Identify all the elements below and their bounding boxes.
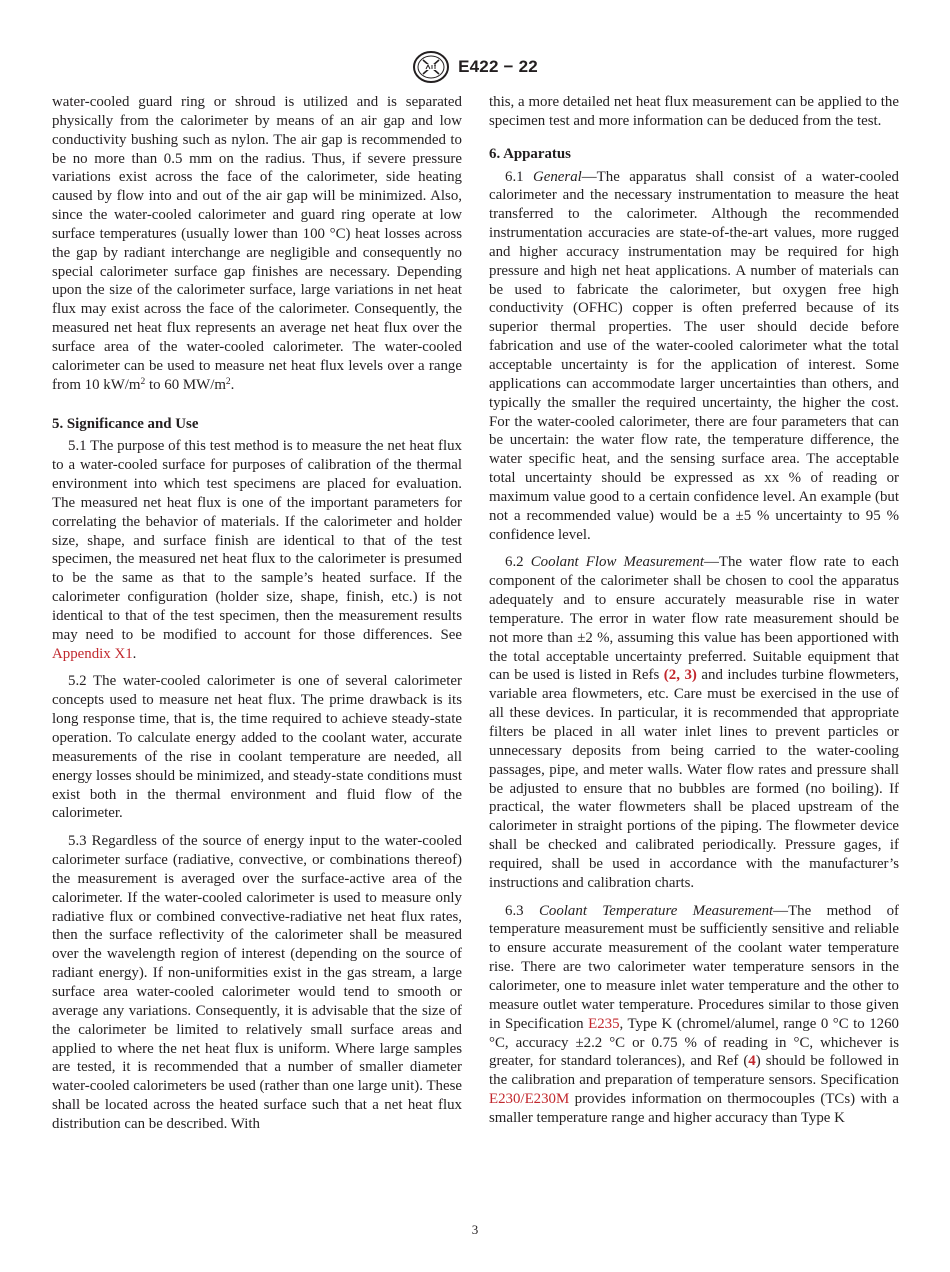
paragraph-continuation: water-cooled guard ring or shroud is utilized and is separated physically from the calorimeter by means of an air gap and low conductivity bushing such as nylon. The air gap is recommended to be no more than 0.5 mm on the radius. Thus, if severe pressure variations exist across the face of the calorimeter, side heating caused by flow into and out of the air gap will be minimized. Also, since the water-cooled calorimeter and guard ring operate at low surface temperatures (usually lower than 100 °C) heat losses across the gap by radiant interchange are negligible and consequently no special calorimeter surface gap finishes are necessary. Depending upon the size of the calorimeter surface, large variations in net heat flux may exist across the face of the calorimeter. Consequently, the measured net heat flux represents an average net heat flux over the surface area of the water-cooled calorimeter. The water-cooled calorimeter can be used to measure net heat flux levels over a range from 10 $kW/m^2$ to 60 $MW/m^2$. (52, 94, 462, 393)
page-number: 3 (471, 1222, 479, 1237)
e235-link[interactable]: E235 (588, 1015, 620, 1032)
section-5-heading: 5. Significance and Use (52, 415, 199, 432)
section-6-heading: 6. Apparatus (489, 145, 571, 162)
paragraph-5-3-continuation: this, a more detailed net heat flux measurement can be applied to the specimen test and more information can be deduced from the test. (489, 94, 899, 129)
appendix-x1-link[interactable]: Appendix X1 (52, 645, 133, 662)
standard-designation: E422 − 22 (458, 57, 538, 76)
paragraph-6-3: 6.3 Coolant Temperature Measurement—The method of temperature measurement must be sufficiently sensitive and reliable to ensure accurate measurement of the coolant water temperature rise. There are two calorimeter water temperature sensors in the calorimeter, one to measure inlet water temperature and the other to measure outlet water temperature. Procedures similar to those given in Specification E235, Type K (chromel/alumel, range 0 °C to 1260 °C, accuracy ±2.2 °C or 0.75 % of reading in °C, whichever is greater, for standard tolerances), and Ref (4) should be followed in the calibration and preparation of temperature sensors. Specification E230/E230M provides information on thermocouples (TCs) with a smaller temperature range and higher accuracy than Type K (489, 902, 900, 1126)
page-header (0, 50, 950, 84)
paragraph-5-1: 5.1 The purpose of this test method is to measure the net heat flux to a water-cooled surface for purposes of calibration of the thermal environment into which test specimens are placed for evaluation. The measured net heat flux is one of the important parameters for correlating the behavior of materials. If the calorimeter and holder size, shape, and surface finish are identical to that of the test specimen, the measured net heat flux to the calorimeter is presumed to be the same as that to the sample’s heated surface. If the calorimeter configuration (holder size, shape, finish, etc.) is not identical to that of the test specimen, then the measurement results may need to be modified to account for those differences. See Appendix X1. (52, 438, 462, 662)
left-column (52, 93, 462, 1134)
astm-logo-icon (412, 50, 450, 84)
paragraph-6-2: 6.2 Coolant Flow Measurement—The water flow rate to each component of the calorimeter shall be chosen to cool the apparatus adequately and to ensure accurately measurable rise in water temperature. The error in water flow rate measurement should be not more than ±2 %, assuming this value has been apportioned with the total acceptable uncertainty preferred. Suitable equipment that can be used is listed in Refs (2, 3) and includes turbine flowmeters, variable area flowmeters, etc. Care must be exercised in the use of all these devices. In particular, it is recommended that appropriate filters be placed in all water inlet lines to prevent particles or unnecessary deposits from being carried to the water-cooling passages, pipe, and meter walls. Water flow rates and pressure shall be adjusted to ensure that no bubbles are formed (no boiling). If practical, the water flowmeters shall be placed upstream of the calorimeter in straight portions of the piping. The flowmeter device shall be checked and calibrated periodically. Pressure gages, if required, shall be used in accordance with the manufacturer’s instructions and calibration charts. (489, 554, 899, 891)
e230-link[interactable]: E230/E230M (489, 1091, 570, 1108)
right-column (489, 93, 899, 1128)
ref-4-link[interactable]: 4 (748, 1053, 756, 1070)
paragraph-5-2: 5.2 The water-cooled calorimeter is one of several calorimeter concepts used to measure net heat flux. The prime drawback is its long response time, that is, the time required to achieve steady-state operation. To calculate energy added to the coolant water, accurate measurements of the rise in coolant temperature are needed, all energy losses should be minimized, and steady-state conditions must exist both in the thermal environment and fluid flow of the calorimeter. (52, 673, 462, 822)
paragraph-6-1: 6.1 General—The apparatus shall consist of a water-cooled calorimeter and the necessary instrumentation to measure the heat transferred to the calorimeter. Although the recommended instrumentation accuracies are state-of-the-art values, more rugged and higher accuracy instrumentation may be required for high pressure and high net heat applications. A number of materials can be used to fabricate the calorimeter, but oxygen free high conductivity (OFHC) copper is often preferred because of its superior thermal properties. The user should decide before fabrication and use of the water-cooled calorimeter what the total acceptable uncertainty is for the application of interest. Some applications can accommodate larger uncertainties than others, and typically the smaller the required uncertainty, the higher the cost. For the water-cooled calorimeter, there are four parameters that can be uncertain: the water flow rate, the temperature difference, the water specific heat, and the sensing surface area. The acceptable total uncertainty should be expressed as xx % of reading or maximum value good to a certain confidence level. An example (but not a recommended value) would be a ±5 % uncertainty to 95 % confidence level. (489, 168, 899, 543)
ref-2-3-link[interactable]: (2, 3) (663, 667, 697, 684)
paragraph-5-3: 5.3 Regardless of the source of energy input to the water-cooled calorimeter surface (radiative, convective, or combinations thereof) the measurement is averaged over the surface-active area of the calorimeter. If the water-cooled calorimeter is used to measure only radiative flux or combined convective-radiative net heat flux rates, then the surface reflectivity of the calorimeter shall be measured over the wavelength region of interest (depending on the source of radiant energy). If non-uniformities exist in the gas stream, a large surface area water-cooled calorimeter would tend to smooth or average any variations. Consequently, it is advisable that the size of the calorimeter be limited to relatively small surface areas and applied to where the net heat flux is uniform. Where large samples are tested, it is recommended that a number of smaller diameter water-cooled calorimeters be used (rather than one large unit). These shall be located across the heated surface such that a net heat flux distribution can be described. With (52, 833, 462, 1132)
